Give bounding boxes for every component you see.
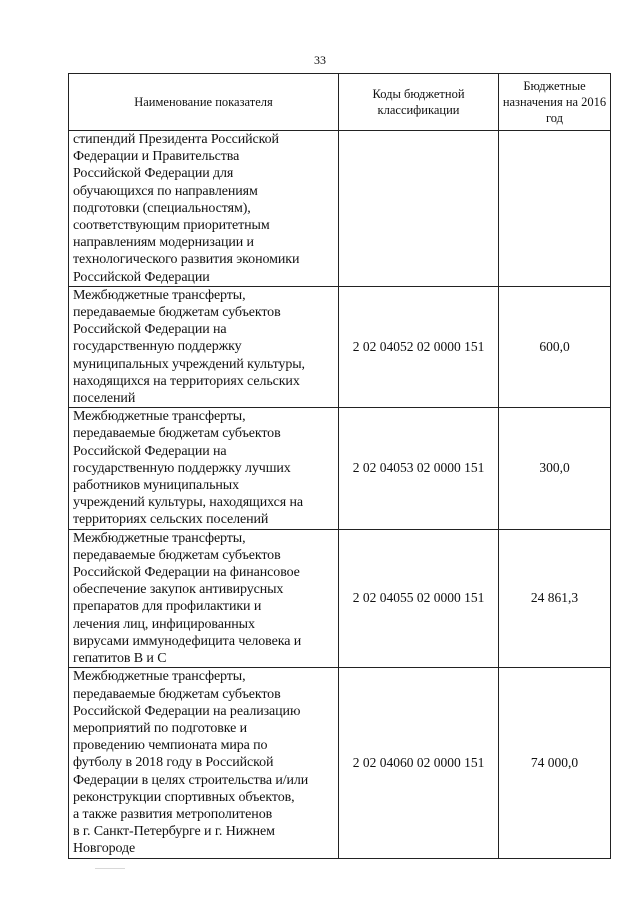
budget-amount-cell bbox=[499, 131, 611, 287]
indicator-name-line: передаваемые бюджетам субъектов bbox=[73, 686, 281, 702]
indicator-name-line: лечения лиц, инфицированных bbox=[73, 616, 255, 632]
indicator-name-line: обеспечение закупок антивирусных bbox=[73, 582, 284, 598]
budget-code-cell: 2 02 04055 02 0000 151 bbox=[339, 529, 499, 668]
table-row bbox=[69, 668, 611, 858]
budget-code-cell: 2 02 04053 02 0000 151 bbox=[339, 408, 499, 529]
indicator-name-line: территориях сельских поселений bbox=[73, 512, 269, 528]
indicator-name-line: футболу в 2018 году в Российской bbox=[73, 755, 274, 771]
budget-amount-cell: 300,0 bbox=[499, 408, 611, 529]
indicator-name-line: Российской Федерации на bbox=[73, 322, 227, 338]
indicator-name-line: реконструкции спортивных объектов, bbox=[73, 789, 295, 805]
indicator-name-line: Российской Федерации на bbox=[73, 443, 227, 459]
page-number: 33 bbox=[314, 53, 326, 67]
indicator-name-line: препаратов для профилактики и bbox=[73, 599, 262, 615]
indicator-name-line: соответствующим приоритетным bbox=[73, 218, 270, 234]
indicator-name-cell bbox=[69, 668, 339, 858]
indicator-name-line: а также развития метрополитенов bbox=[73, 806, 273, 822]
indicator-name-cell bbox=[69, 529, 339, 668]
indicator-name-cell bbox=[69, 408, 339, 529]
indicator-name-line: Российской Федерации для bbox=[73, 166, 234, 182]
indicator-name-line: работников муниципальных bbox=[73, 478, 239, 494]
indicator-name-line: поселений bbox=[73, 391, 136, 407]
indicator-name-line: Межбюджетные трансферты, bbox=[73, 409, 246, 425]
indicator-name-line: государственную поддержку лучших bbox=[73, 460, 291, 476]
indicator-name-line: направлениям модернизации и bbox=[73, 235, 254, 251]
indicator-name-line: Межбюджетные трансферты, bbox=[73, 669, 246, 685]
indicator-name-line: технологического развития экономики bbox=[73, 252, 300, 268]
indicator-name-cell bbox=[69, 286, 339, 407]
indicator-name-line: в г. Санкт-Петербурге и г. Нижнем bbox=[73, 824, 275, 840]
header-budget-code: Коды бюджетной классификации bbox=[339, 74, 499, 131]
indicator-name-line: Российской Федерации на финансовое bbox=[73, 565, 300, 581]
indicator-name-line: подготовки (специальностям), bbox=[73, 200, 251, 216]
indicator-name-line: вирусами иммунодефицита человека и bbox=[73, 633, 302, 649]
indicator-name-line: передаваемые бюджетам субъектов bbox=[73, 547, 281, 563]
indicator-name-line: Федерации в целях строительства и/или bbox=[73, 772, 309, 788]
indicator-name-line: Российской Федерации bbox=[73, 269, 210, 285]
indicator-name-line: проведению чемпионата мира по bbox=[73, 738, 268, 754]
indicator-name-line: Межбюджетные трансферты, bbox=[73, 530, 246, 546]
indicator-name-line: Новгороде bbox=[73, 841, 136, 857]
indicator-name-line: гепатитов В и С bbox=[73, 651, 167, 667]
indicator-name-line: государственную поддержку bbox=[73, 339, 242, 355]
table-row bbox=[69, 529, 611, 668]
table-row bbox=[69, 408, 611, 529]
indicator-name-line: учреждений культуры, находящихся на bbox=[73, 495, 303, 511]
budget-code-cell: 2 02 04052 02 0000 151 bbox=[339, 286, 499, 407]
indicator-name-line: Межбюджетные трансферты, bbox=[73, 287, 246, 303]
indicator-name-line: муниципальных учреждений культуры, bbox=[73, 356, 305, 372]
indicator-name-line: находящихся на территориях сельских bbox=[73, 373, 300, 389]
table-body bbox=[69, 131, 611, 859]
indicator-name-line: передаваемые бюджетам субъектов bbox=[73, 426, 281, 442]
indicator-name-line: Федерации и Правительства bbox=[73, 149, 240, 165]
budget-amount-cell: 24 861,3 bbox=[499, 529, 611, 668]
budget-amount-cell: 74 000,0 bbox=[499, 668, 611, 858]
indicator-name-line: стипендий Президента Российской bbox=[73, 132, 279, 147]
indicator-name-cell bbox=[69, 131, 339, 287]
table-row bbox=[69, 131, 611, 287]
indicator-name-line: мероприятий по подготовке и bbox=[73, 720, 248, 736]
table-header-row bbox=[69, 74, 611, 131]
scan-mark bbox=[95, 868, 125, 869]
table-row bbox=[69, 286, 611, 407]
header-budget-amount: Бюджетные назначения на 2016 год bbox=[499, 74, 611, 131]
header-indicator-name: Наименование показателя bbox=[69, 74, 339, 131]
indicator-name-line: передаваемые бюджетам субъектов bbox=[73, 305, 281, 321]
budget-code-cell: 2 02 04060 02 0000 151 bbox=[339, 668, 499, 858]
budget-code-cell bbox=[339, 131, 499, 287]
budget-table bbox=[68, 73, 611, 859]
indicator-name-line: обучающихся по направлениям bbox=[73, 183, 258, 199]
budget-amount-cell: 600,0 bbox=[499, 286, 611, 407]
indicator-name-line: Российской Федерации на реализацию bbox=[73, 703, 301, 719]
